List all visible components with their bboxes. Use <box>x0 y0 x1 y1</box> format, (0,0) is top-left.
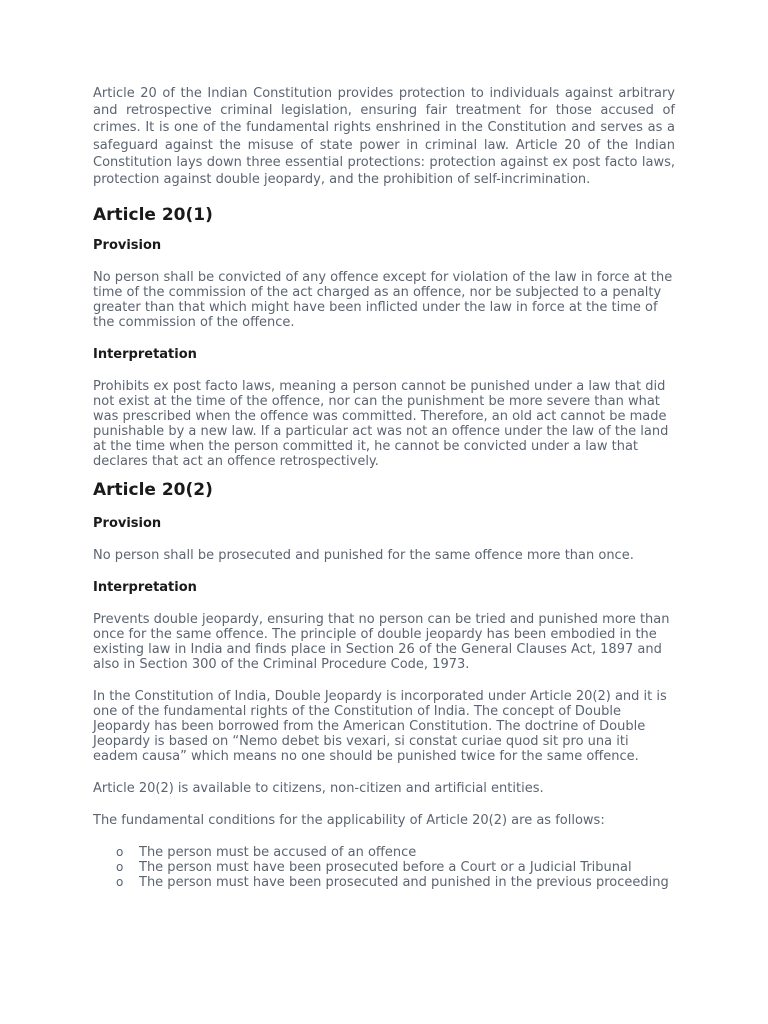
article-20-1-interpretation-text: Prohibits ex post facto laws, meaning a person cannot be punished under a law that did not exist at the time of the offence, nor can the punishment be more severe than what was prescribed when the offence was committed. Therefore, an old act cannot be made punishable by a new law. If a particular act was not an offence under the law of the land at the time when the person committed it, he cannot be convicted under a law that declares that act an offence retrospectively. <box>93 379 669 470</box>
hollow-bullet-icon: o <box>116 860 124 875</box>
article-20-1-provision-heading: Provision <box>93 238 162 254</box>
list-item <box>93 860 675 875</box>
document-body <box>93 85 675 890</box>
article-20-2-availability-text: Article 20(2) is available to citizens, non-citizen and artificial entities. <box>93 781 544 797</box>
list-item <box>93 845 675 860</box>
article-20-2-provision-heading: Provision <box>93 516 162 532</box>
article-20-2-conditions-intro: The fundamental conditions for the applicability of Article 20(2) are as follows: <box>93 813 605 829</box>
intro-paragraph: Article 20 of the Indian Constitution provides protection to individuals against arbitrary and retrospective criminal legislation, ensuring fair treatment for those accused of crimes. It is one of the fundamental rights enshrined in the Constitution and serves as a safeguard against the misuse of state power in criminal law. Article 20 of the Indian Constitution lays down three essential protections: protection against ex post facto laws, protection against double jeopardy, and the prohibition of self-incrimination. <box>93 86 675 188</box>
conditions-list <box>93 845 675 890</box>
article-20-1-provision-text: No person shall be convicted of any offence except for violation of the law in force at the time of the commission of the act charged as an offence, nor be subjected to a penalty greater than that which might have been inflicted under the law in force at the time of the commission of the offence. <box>93 270 673 331</box>
condition-text: The person must have been prosecuted and punished in the previous proceeding <box>139 875 669 891</box>
article-20-2-interpretation-heading: Interpretation <box>93 580 197 596</box>
article-20-1-heading: Article 20(1) <box>93 205 213 226</box>
article-20-2-heading: Article 20(2) <box>93 480 213 501</box>
condition-text: The person must have been prosecuted before a Court or a Judicial Tribunal <box>139 860 632 876</box>
article-20-1-interpretation-heading: Interpretation <box>93 347 197 363</box>
article-20-2-interpretation-text: Prevents double jeopardy, ensuring that no person can be tried and punished more than once for the same offence. The principle of double jeopardy has been embodied in the existing law in India and finds place in Section 26 of the General Clauses Act, 1897 and also in Section 300 of the Criminal Procedure Code, 1973. <box>93 612 670 673</box>
hollow-bullet-icon: o <box>116 875 124 890</box>
condition-text: The person must be accused of an offence <box>139 845 417 861</box>
list-item <box>93 875 675 890</box>
hollow-bullet-icon: o <box>116 845 124 860</box>
article-20-2-provision-text: No person shall be prosecuted and punished for the same offence more than once. <box>93 548 634 564</box>
article-20-2-constitution-text: In the Constitution of India, Double Jeopardy is incorporated under Article 20(2) and it is one of the fundamental rights of the Constitution of India. The concept of Double Jeopardy has been borrowed from the American Constitution. The doctrine of Double Jeopardy is based on “Nemo debet bis vexari, si constat curiae quod sit pro una iti eadem causa” which means no one should be punished twice for the same offence. <box>93 689 667 765</box>
